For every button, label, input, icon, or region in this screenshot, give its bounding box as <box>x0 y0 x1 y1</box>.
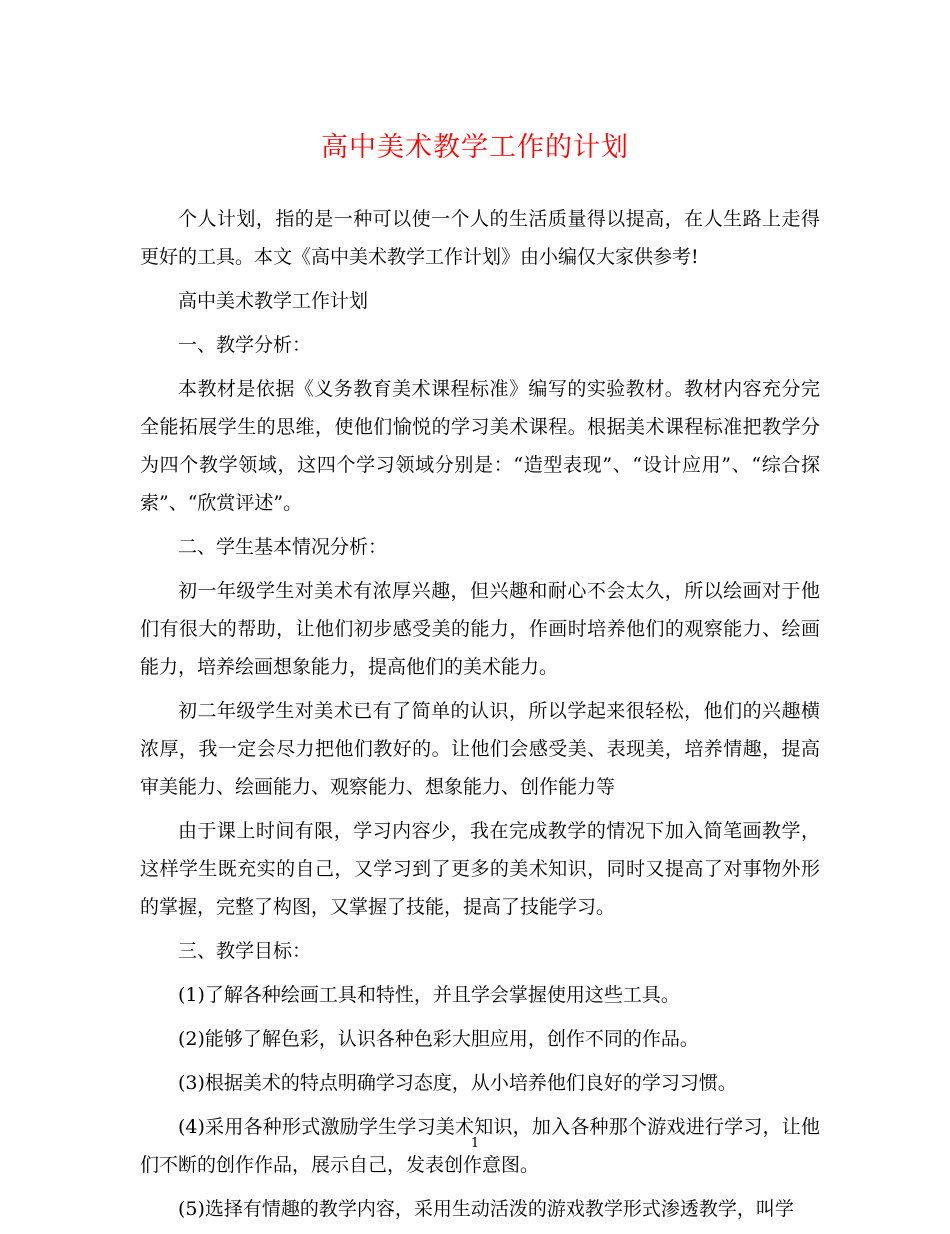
goal-item-1: (1)了解各种绘画工具和特性，并且学会掌握使用这些工具。 <box>178 984 680 1006</box>
goal-item-5: (5)选择有情趣的教学内容，采用生动活泼的游戏教学形式渗透教学，叫学 <box>178 1198 794 1220</box>
paragraph-grade-two: 初二年级学生对美术已有了简单的认识，所以学起来很轻松，他们的兴趣横浓厚，我一定会尽力把他们教好的。让他们会感受美、表现美，培养情趣，提高审美能力、绘画能力、观察能力、想象能力、创作能力等 <box>140 700 820 798</box>
paragraph-heading-plan: 高中美术教学工作计划 <box>178 290 369 312</box>
paragraph-grade-one: 初一年级学生对美术有浓厚兴趣，但兴趣和耐心不会太久，所以绘画对于他们有很大的帮助，让他们初步感受美的能力，作画时培养他们的观察能力、绘画能力，培养绘画想象能力，提高他们的美术能力。 <box>140 580 820 678</box>
goal-item-3: (3)根据美术的特点明确学习态度，从小培养他们良好的学习习惯。 <box>178 1072 737 1094</box>
section-heading-teaching-goals: 三、教学目标： <box>178 940 312 962</box>
page-number: 1 <box>470 1136 480 1151</box>
paragraph-intro: 个人计划，指的是一种可以使一个人的生活质量得以提高，在人生路上走得更好的工具。本文《高中美术教学工作计划》由小编仅大家供参考! <box>140 208 820 268</box>
paragraph-class-time: 由于课上时间有限，学习内容少，我在完成教学的情况下加入简笔画教学，这样学生既充实的自己，又学习到了更多的美术知识，同时又提高了对事物外形的掌握，完整了构图，又掌握了技能，提高了技能学习。 <box>140 820 820 918</box>
goal-item-2: (2)能够了解色彩，认识各种色彩大胆应用，创作不同的作品。 <box>178 1028 699 1050</box>
paragraph-teaching-analysis: 本教材是依据《义务教育美术课程标准》编写的实验教材。教材内容充分完全能拓展学生的思维，使他们愉悦的学习美术课程。根据美术课程标准把教学分为四个教学领域，这四个学习领域分别是：“造型表现”、“设计应用”、“综合探索”、“欣赏评述”。 <box>140 378 820 514</box>
section-heading-teaching-analysis: 一、教学分析： <box>178 334 312 356</box>
document-title: 高中美术教学工作的计划 <box>321 132 629 163</box>
document-body <box>140 200 820 1234</box>
section-heading-student-analysis: 二、学生基本情况分析： <box>178 536 388 558</box>
goal-item-4: (4)采用各种形式激励学生学习美术知识，加入各种那个游戏进行学习，让他们不断的创作作品，展示自己，发表创作意图。 <box>140 1116 820 1176</box>
